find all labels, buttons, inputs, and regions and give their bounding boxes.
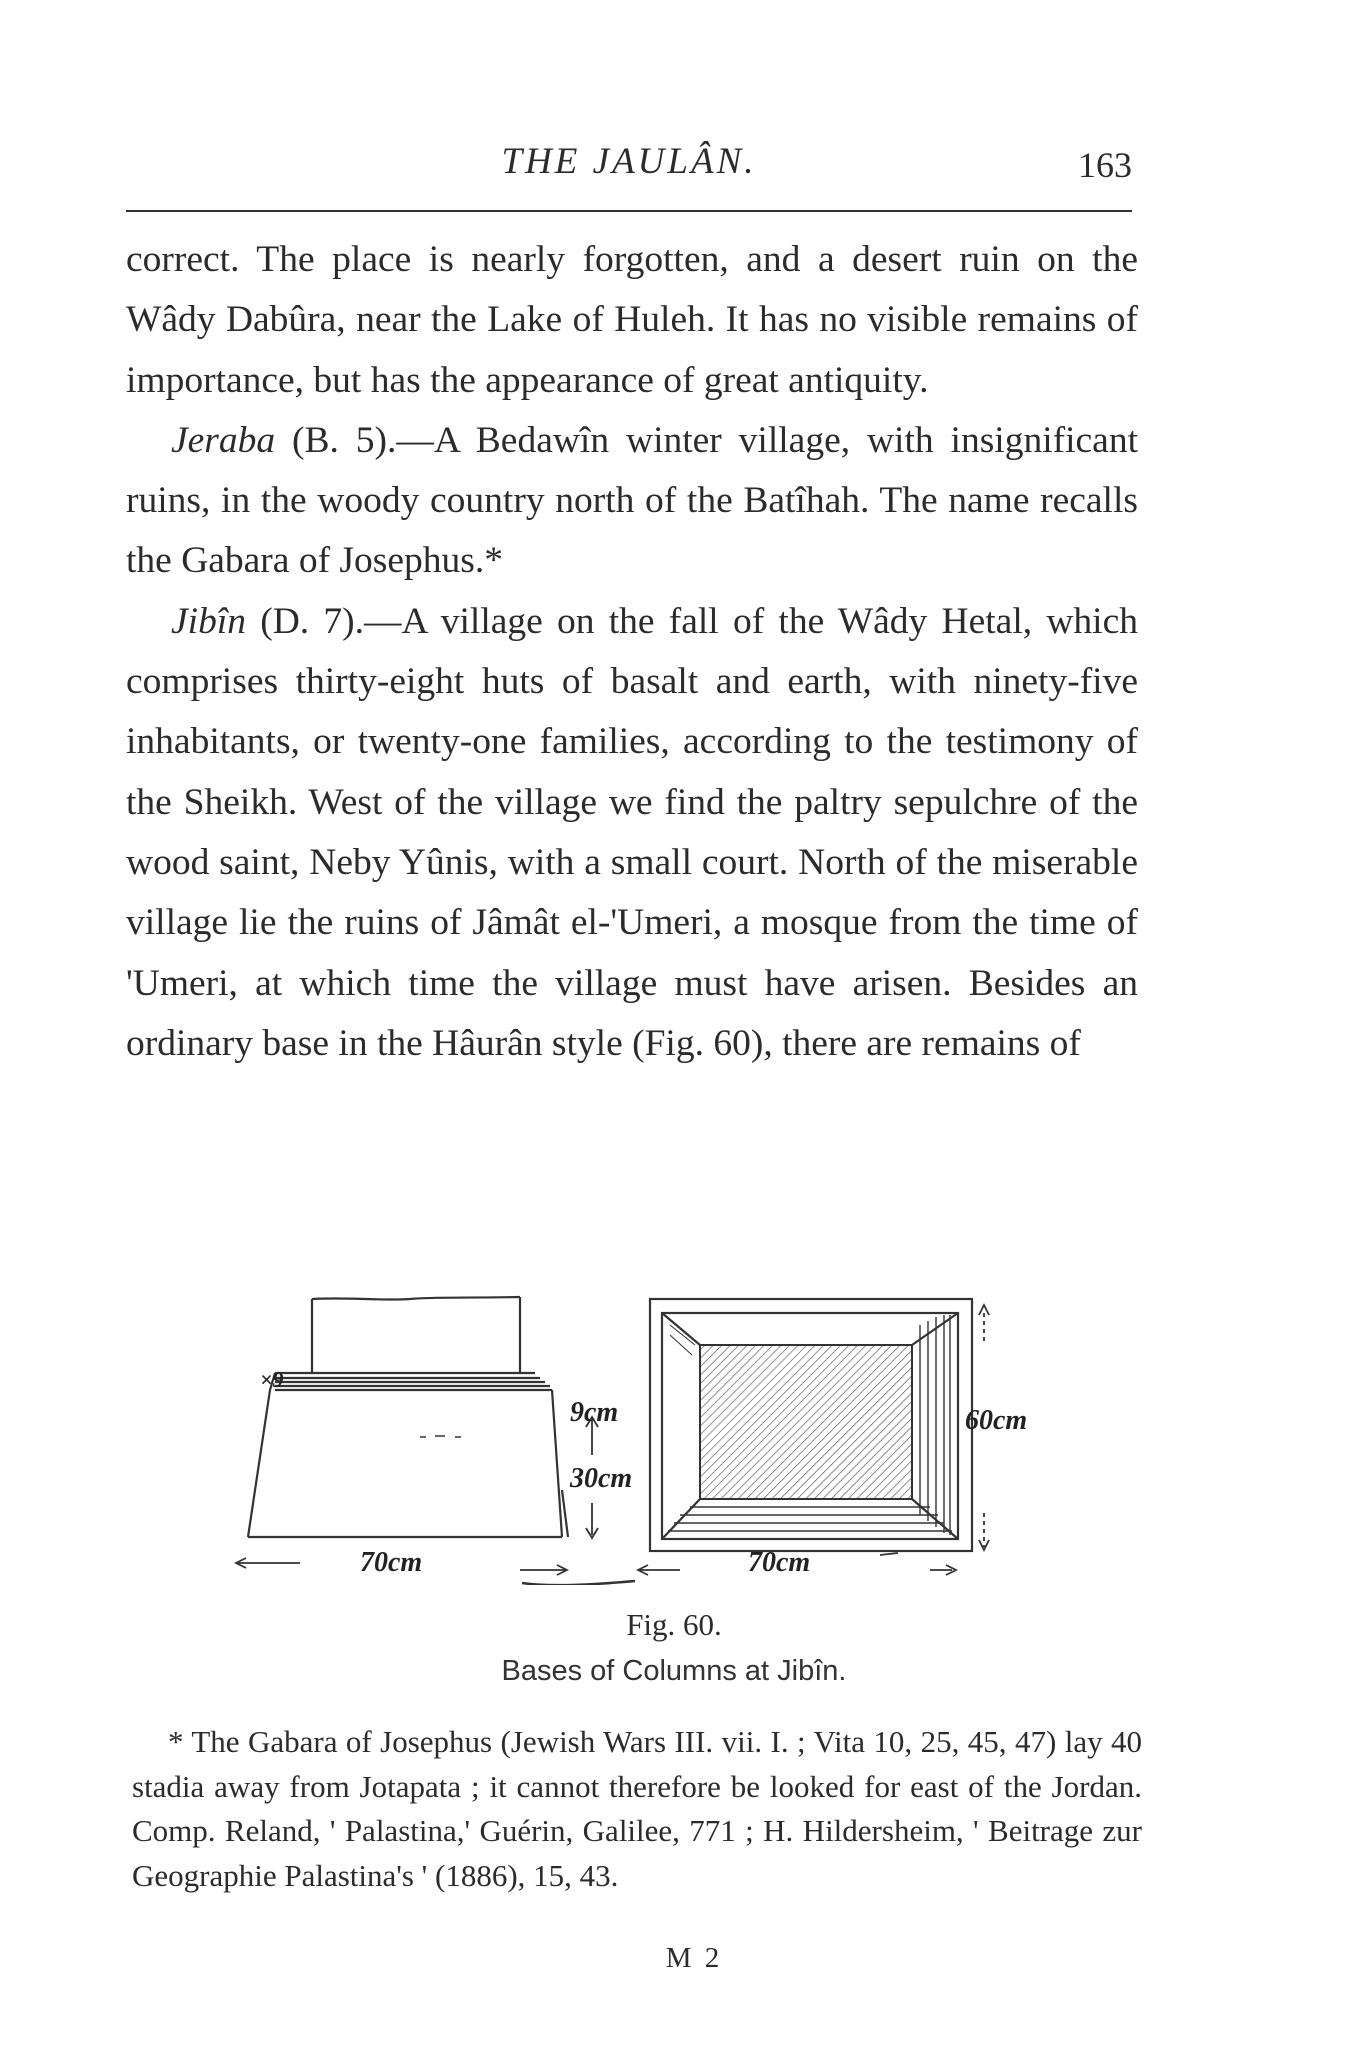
- dim-label-9-left: ×9: [260, 1367, 284, 1392]
- paragraph-2: [126, 411, 1138, 592]
- paragraph-1: correct. The place is nearly forgotten, and a desert ruin on the Wâdy Dabûra, near the Lake of Huleh. It has no visible remains of importance, but has the appearance of great antiquity.: [126, 239, 1138, 401]
- figure-60: [230, 1285, 1030, 1585]
- page-number: 163: [1078, 145, 1132, 185]
- figure-title: Bases of Columns at Jibîn.: [501, 1655, 847, 1687]
- header-rule: [126, 210, 1132, 212]
- left-elevation: [248, 1297, 568, 1537]
- signature-mark: M 2: [665, 1942, 723, 1974]
- footnote-text: * The Gabara of Josephus (Jewish Wars III. vii. I. ; Vita 10, 25, 45, 47) lay 40 stadia away from Jotapata ; it cannot therefore be looked for east of the Jordan. Comp. Reland, ' Palastina,' Guérin, Galilee, 771 ; H. Hildersheim, ' Beitrage zur Geographie Palastina's ' (1886), 15, 43.: [132, 1724, 1142, 1893]
- place-name-jibin: Jibîn: [171, 600, 246, 642]
- column-base-drawing: [230, 1285, 1030, 1585]
- middle-dimension-arrows: [236, 1417, 680, 1585]
- dim-label-70cm-right: 70cm: [748, 1547, 811, 1578]
- figure-caption: Fig. 60.: [626, 1607, 722, 1642]
- paragraph-3-text: (D. 7).—A village on the fall of the Wâdy Hetal, which comprises thirty-eight huts of basalt and earth, with ninety-five inhabitants, or twenty-one families, according to the testimony of the Sheikh. West of the village we find the paltry sepulchre of the wood saint, Neby Yûnis, with a small court. North of the miserable village lie the ruins of Jâmât el-'Umeri, a mosque from the time of 'Umeri, at which time the village must have arisen. Besides an ordinary base in the Hâurân style (Fig. 60), there are remains of: [126, 600, 1138, 1064]
- right-plan: [650, 1299, 972, 1551]
- dim-label-60cm: 60cm: [965, 1405, 1028, 1436]
- running-title: THE JAULÂN.: [501, 141, 757, 182]
- dim-label-70cm-left: 70cm: [360, 1547, 423, 1578]
- dim-label-9cm: 9cm: [570, 1397, 619, 1428]
- footnote: [132, 1720, 1142, 1898]
- dim-label-30cm: 30cm: [570, 1463, 633, 1494]
- paragraph-2-text: (B. 5).—A Bedawîn winter village, with insignificant ruins, in the woody country north of the Batîhah. The name recalls the Gabara of Josephus.*: [126, 419, 1138, 582]
- page-header: [126, 140, 1132, 200]
- paragraph-3: [126, 592, 1138, 1074]
- body-text: [126, 230, 1138, 1074]
- place-name-jeraba: Jeraba: [171, 419, 276, 461]
